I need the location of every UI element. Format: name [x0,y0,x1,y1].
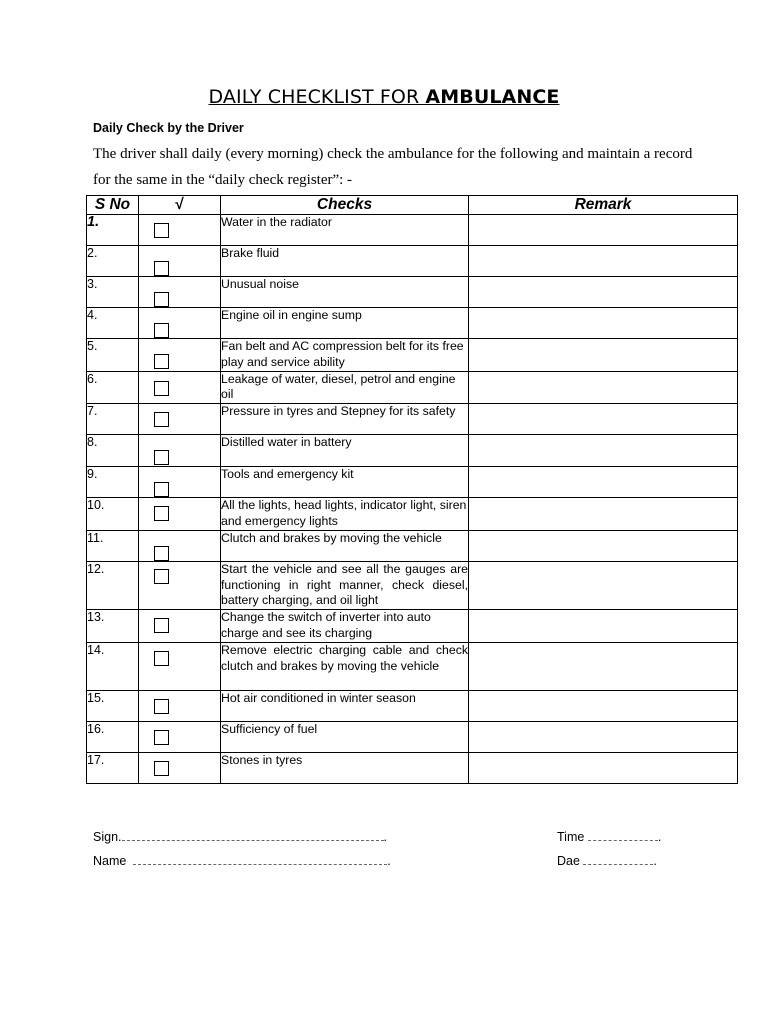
table-row [87,371,738,404]
check-item: Sufficiency of fuel [221,721,469,752]
row-number: 16. [87,721,139,752]
name-field[interactable]: Name . [93,854,391,868]
checkbox-cell [139,498,221,531]
remark-cell[interactable] [469,339,738,372]
remark-cell[interactable] [469,467,738,498]
checkbox[interactable] [154,354,169,369]
check-item: Change the switch of inverter into auto charge and see its charging [221,610,469,643]
checkbox[interactable] [154,546,169,561]
time-line[interactable] [588,829,658,841]
table-row [87,467,738,498]
date-line[interactable] [583,853,653,865]
check-item: Clutch and brakes by moving the vehicle [221,530,469,561]
header-checks: Checks [221,196,469,215]
check-item: Engine oil in engine sump [221,308,469,339]
remark-cell[interactable] [469,530,738,561]
row-number: 1. [87,215,139,246]
table-row [87,561,738,609]
table-row [87,610,738,643]
check-item: Brake fluid [221,246,469,277]
checkbox-cell [139,277,221,308]
checkbox[interactable] [154,761,169,776]
checkbox[interactable] [154,381,169,396]
header-sno: S No [87,196,139,215]
row-number: 13. [87,610,139,643]
row-number: 4. [87,308,139,339]
check-item: Stones in tyres [221,752,469,783]
remark-cell[interactable] [469,498,738,531]
checkbox[interactable] [154,651,169,666]
sign-label: Sign. [93,830,122,844]
check-item: Unusual noise [221,277,469,308]
checkbox-cell [139,752,221,783]
checkbox-cell [139,467,221,498]
table-row [87,215,738,246]
header-tick: √ [139,196,221,215]
check-item: Pressure in tyres and Stepney for its safety [221,404,469,435]
remark-cell[interactable] [469,721,738,752]
row-number: 14. [87,642,139,690]
remark-cell[interactable] [469,404,738,435]
time-label: Time [557,830,585,844]
row-number: 2. [87,246,139,277]
checkbox-cell [139,530,221,561]
row-number: 8. [87,435,139,467]
date-field[interactable]: Dae . [557,854,657,868]
check-item: Remove electric charging cable and check clutch and brakes by moving the vehicle [221,642,469,690]
remark-cell[interactable] [469,642,738,690]
table-row [87,308,738,339]
checkbox[interactable] [154,730,169,745]
check-item: Fan belt and AC compression belt for its free play and service ability [221,339,469,372]
checkbox-cell [139,642,221,690]
sign-field[interactable]: Sign. . [93,830,387,844]
remark-cell[interactable] [469,371,738,404]
row-number: 3. [87,277,139,308]
checkbox[interactable] [154,450,169,465]
row-number: 17. [87,752,139,783]
remark-cell[interactable] [469,752,738,783]
checkbox-cell [139,435,221,467]
checkbox-cell [139,561,221,609]
time-field[interactable]: Time . [557,830,662,844]
subheading: Daily Check by the Driver [93,121,244,135]
table-row [87,246,738,277]
checkbox-cell [139,371,221,404]
sign-line[interactable] [122,829,384,841]
check-item: Hot air conditioned in winter season [221,690,469,721]
check-item: All the lights, head lights, indicator light, siren and emergency lights [221,498,469,531]
row-number: 9. [87,467,139,498]
table-row [87,752,738,783]
row-number: 15. [87,690,139,721]
checkbox-cell [139,246,221,277]
name-line[interactable] [133,853,387,865]
checkbox-cell [139,721,221,752]
checkbox[interactable] [154,506,169,521]
checkbox[interactable] [154,412,169,427]
checkbox[interactable] [154,261,169,276]
checkbox-cell [139,690,221,721]
row-number: 7. [87,404,139,435]
checkbox-cell [139,308,221,339]
remark-cell[interactable] [469,561,738,609]
checklist-table [86,195,738,784]
check-item: Water in the radiator [221,215,469,246]
checkbox-cell [139,404,221,435]
row-number: 5. [87,339,139,372]
title-text: DAILY CHECKLIST FOR [208,86,426,108]
remark-cell[interactable] [469,690,738,721]
row-number: 11. [87,530,139,561]
intro-paragraph: The driver shall daily (every morning) check the ambulance for the following and maintain a record for the same in the “daily check register”: - [93,146,693,188]
table-row [87,530,738,561]
checkbox-cell [139,339,221,372]
remark-cell[interactable] [469,215,738,246]
table-row [87,498,738,531]
remark-cell[interactable] [469,308,738,339]
check-item: Tools and emergency kit [221,467,469,498]
remark-cell[interactable] [469,610,738,643]
checkbox[interactable] [154,223,169,238]
remark-cell[interactable] [469,246,738,277]
checkbox-cell [139,215,221,246]
table-row [87,721,738,752]
checkbox[interactable] [154,569,169,584]
table-row [87,642,738,690]
checkbox[interactable] [154,323,169,338]
table-row [87,339,738,372]
check-item: Leakage of water, diesel, petrol and engine oil [221,371,469,404]
header-remark: Remark [469,196,738,215]
row-number: 6. [87,371,139,404]
checkbox-cell [139,610,221,643]
row-number: 12. [87,561,139,609]
checkbox[interactable] [154,618,169,633]
checkbox[interactable] [154,292,169,307]
row-number: 10. [87,498,139,531]
name-label: Name [93,854,127,868]
checkbox[interactable] [154,482,169,497]
table-row [87,404,738,435]
table-row [87,435,738,467]
check-item: Distilled water in battery [221,435,469,467]
remark-cell[interactable] [469,435,738,467]
check-item: Start the vehicle and see all the gauges are functioning in right manner, check diesel, battery charging, and oil light [221,561,469,609]
checkbox[interactable] [154,699,169,714]
table-row [87,277,738,308]
header-row [87,196,738,215]
table-row [87,690,738,721]
document-title [0,86,768,108]
date-label: Dae [557,854,580,868]
title-bold-text: AMBULANCE [425,86,560,108]
remark-cell[interactable] [469,277,738,308]
